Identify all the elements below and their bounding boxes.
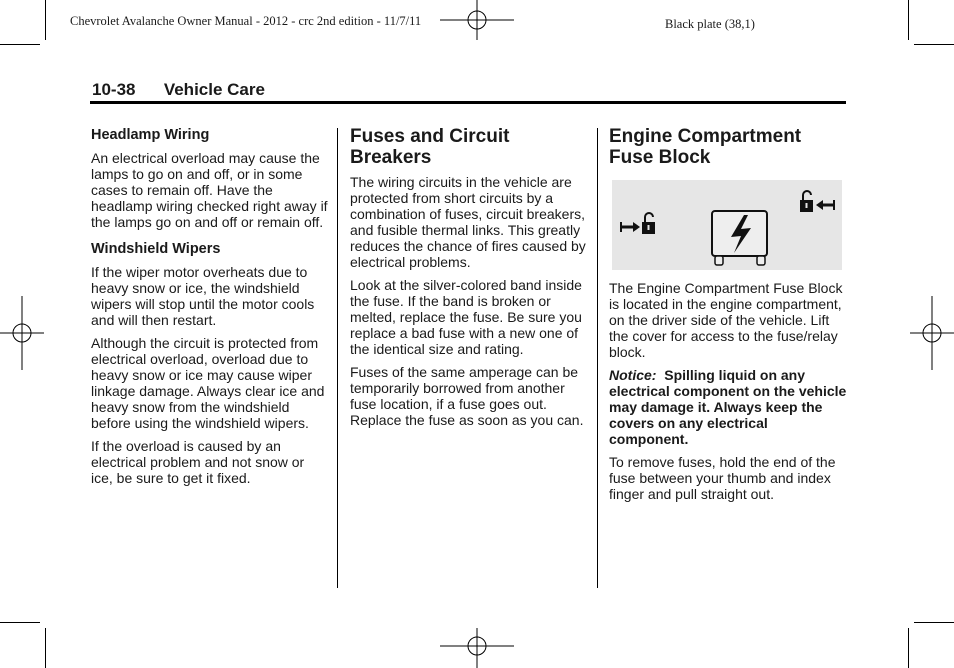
heading-fuses-circuit-breakers: Fuses and Circuit Breakers bbox=[350, 126, 510, 168]
section-title: Vehicle Care bbox=[163, 80, 265, 99]
registration-mark-right bbox=[910, 296, 954, 370]
notice-label: Notice: bbox=[609, 367, 657, 383]
registration-mark-bottom bbox=[440, 628, 514, 668]
plate-label: Black plate (38,1) bbox=[665, 17, 755, 31]
unlock-arrow-out-icon bbox=[800, 191, 834, 212]
paragraph: Fuses of the same amperage can be temporarily borrowed from another fuse location, if a fuse goes out. Replace the fuse as soon as you can. bbox=[350, 364, 584, 428]
crop-mark bbox=[914, 622, 954, 623]
crop-mark bbox=[0, 622, 40, 623]
crop-mark bbox=[908, 0, 909, 40]
paragraph: If the wiper motor overheats due to heavy snow or ice, the windshield wipers will stop until the motor cools and will then restart. bbox=[91, 264, 315, 328]
unlock-arrow-in-icon bbox=[621, 213, 655, 234]
column-3 bbox=[609, 126, 849, 509]
paragraph: An electrical overload may cause the lamps to go on and off, or in some cases to remain off. Have the headlamp wiring checked right away if the lamps go on and off or remain off. bbox=[91, 150, 328, 230]
registration-mark-top bbox=[440, 0, 514, 44]
paragraph: The wiring circuits in the vehicle are protected from short circuits by a combination of fuses, circuit breakers, and fusible thermal links. This greatly reduces the chance of fires caused by electrical problems. bbox=[350, 174, 586, 270]
manual-title: Chevrolet Avalanche Owner Manual - 2012 - crc 2nd edition - 11/7/11 bbox=[70, 14, 422, 28]
paragraph: Look at the silver-colored band inside the fuse. If the band is broken or melted, replace the fuse. Be sure you replace a bad fuse with a new one of the identical size and rating. bbox=[350, 277, 582, 357]
column-1 bbox=[91, 126, 329, 493]
paragraph: Although the circuit is protected from electrical overload, overload due to heavy snow or ice may cause wiper linkage damage. Always clear ice and heavy snow from the windshield before using the windshield wipers. bbox=[91, 335, 325, 431]
crop-mark bbox=[908, 628, 909, 668]
crop-mark bbox=[45, 628, 46, 668]
registration-mark-left bbox=[0, 296, 44, 370]
section-heading bbox=[92, 80, 265, 100]
paragraph: If the overload is caused by an electrical problem and not snow or ice, be sure to get it fixed. bbox=[91, 438, 305, 486]
crop-mark bbox=[45, 0, 46, 40]
crop-mark bbox=[914, 44, 954, 45]
notice bbox=[609, 367, 849, 447]
heading-engine-compartment-fuse-block: Engine Compartment Fuse Block bbox=[609, 126, 802, 168]
column-2 bbox=[350, 126, 588, 435]
notice-text: Spilling liquid on any electrical component on the vehicle may damage it. Always keep the covers on any electrical component. bbox=[609, 367, 847, 447]
column-divider bbox=[337, 128, 338, 588]
fuse-block-figure bbox=[612, 180, 842, 270]
heading-headlamp-wiring: Headlamp Wiring bbox=[91, 127, 210, 143]
page-number: 10-38 bbox=[92, 80, 136, 99]
fuse-block-lightning-icon bbox=[712, 211, 767, 265]
paragraph: To remove fuses, hold the end of the fuse between your thumb and index finger and pull straight out. bbox=[609, 454, 836, 502]
column-divider bbox=[597, 128, 598, 588]
paragraph: The Engine Compartment Fuse Block is located in the engine compartment, on the driver side of the vehicle. Lift the cover for access to the fuse/relay block. bbox=[609, 280, 843, 360]
header-rule bbox=[90, 101, 846, 104]
heading-windshield-wipers: Windshield Wipers bbox=[91, 241, 221, 257]
crop-mark bbox=[0, 44, 40, 45]
